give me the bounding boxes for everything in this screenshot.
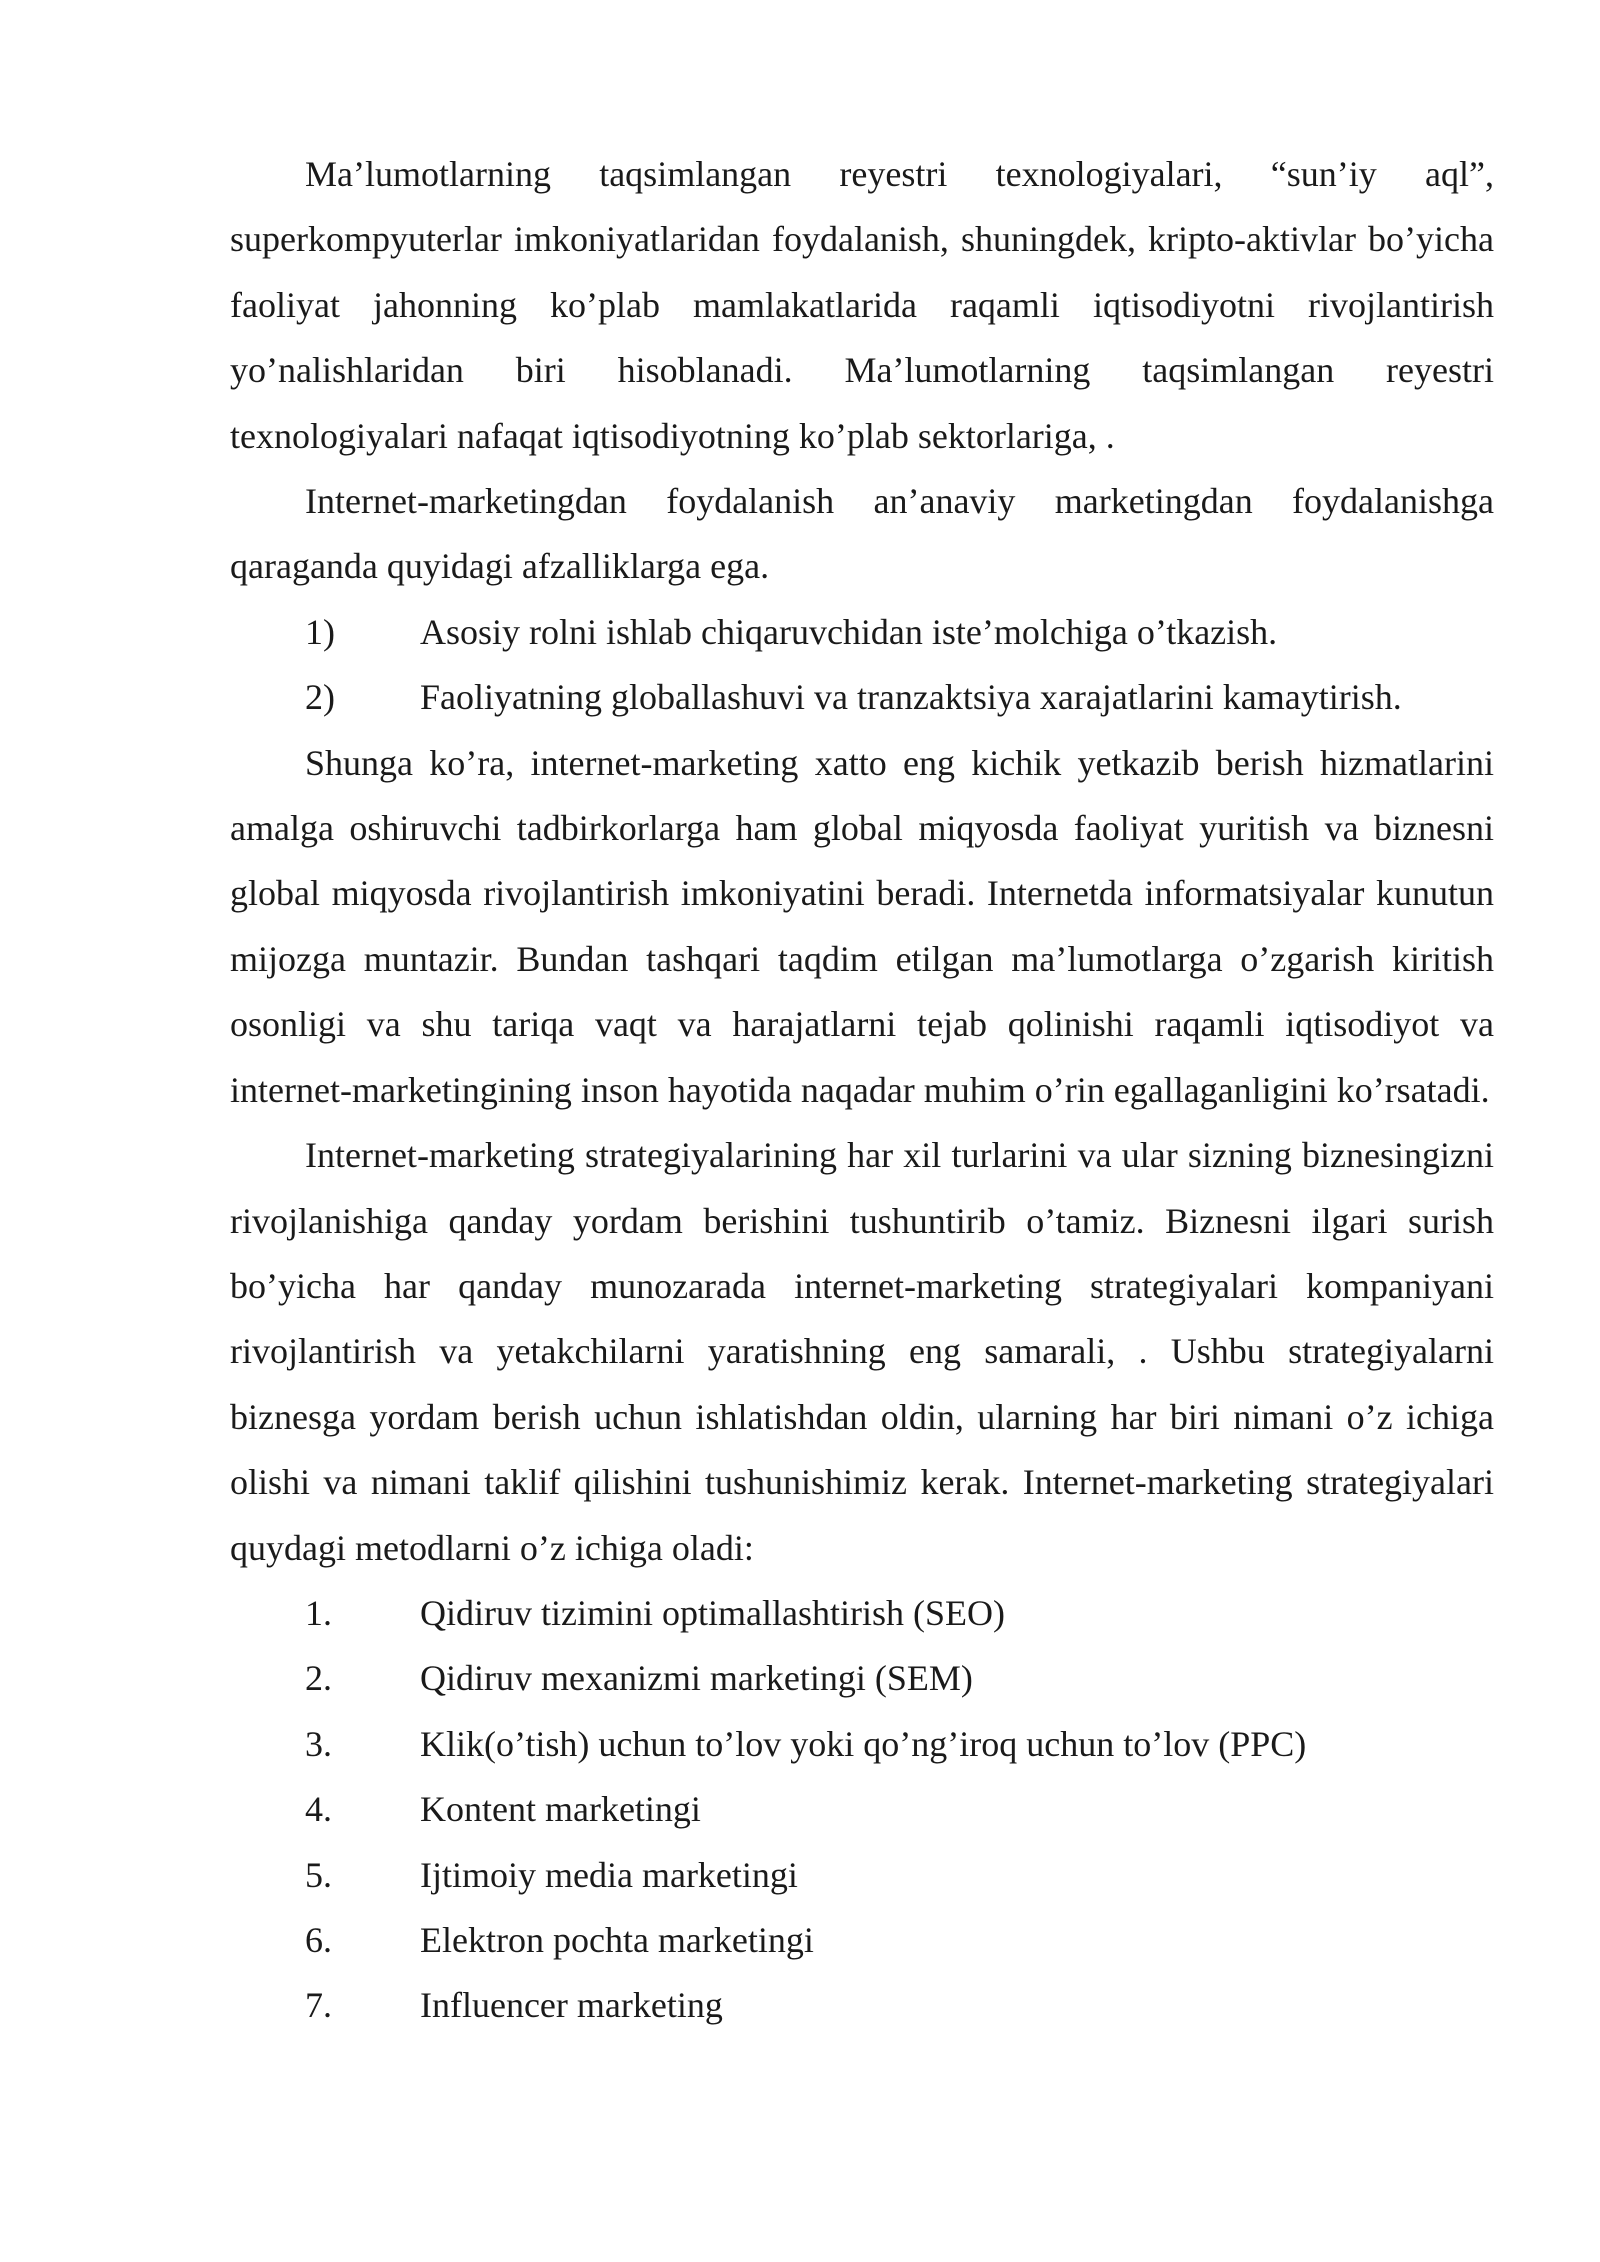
list-item-text: Klik(o’tish) uchun to’lov yoki qo’ng’iroq uchun to’lov (PPC) [420, 1723, 1307, 1764]
list-item-text: Asosiy rolni ishlab chiqaruvchidan iste’molchiga o’tkazish. [420, 611, 1278, 652]
list-item-text: Influencer marketing [420, 1985, 723, 2026]
list-item [230, 665, 1494, 730]
list-item [230, 600, 1494, 665]
document-page [230, 142, 1494, 2039]
list-item-text: Qidiruv mexanizmi marketingi (SEM) [420, 1658, 973, 1699]
list-item [230, 1646, 1494, 1711]
list-marker: 3. [305, 1723, 332, 1764]
list-item-text: Ijtimoiy media marketingi [420, 1854, 798, 1895]
paragraph-global-opportunity: Shunga ko’ra, internet-marketing xatto eng kichik yetkazib berish hizmatlarini amalga oshiruvchi tadbirkorlarga ham global miqyosda faoliyat yuritish va biznesni global miqyosda rivojlantirish imkoniyatini beradi. Internetda informatsiyalar kunutun mijozga muntazir. Bundan tashqari taqdim etilgan ma’lumotlarga o’zgarish kiritish osonligi va shu tariqa vaqt va harajatlarni tejab qolinishi raqamli iqtisodiyot va internet-marketingining inson hayotida naqadar muhim o’rin egallaganligini ko’rsatadi. [230, 742, 1494, 1110]
list-item-text: Elektron pochta marketingi [420, 1919, 814, 1960]
paragraph-strategies-intro: Internet-marketing strategiyalarining har xil turlarini va ular sizning biznesingizni rivojlanishiga qanday yordam berishini tushuntirib o’tamiz. Biznesni ilgari surish bo’yicha har qanday munozarada internet-marketing strategiyalari kompaniyani rivojlantirish va yetakchilarni yaratishning eng samarali, . Ushbu strategiyalarni biznesga yordam berish uchun ishlatishdan oldin, ularning har biri nimani o’z ichiga olishi va nimani taklif qilishini tushunishimiz kerak. Internet-marketing strategiyalari quydagi metodlarni o’z ichiga oladi: [230, 1135, 1494, 1568]
list-marker: 6. [305, 1919, 332, 1960]
list-marker: 1. [305, 1592, 332, 1633]
list-marker: 7. [305, 1985, 332, 2026]
list-item [230, 1908, 1494, 1973]
paragraph-internet-marketing-advantages: Internet-marketingdan foydalanish an’anaviy marketingdan foydalanishga qaraganda quyidagi afzalliklarga ega. [230, 481, 1494, 587]
list-item-text: Faoliyatning globallashuvi va tranzaktsiya xarajatlarini kamaytirish. [420, 677, 1402, 718]
list-marker: 4. [305, 1789, 332, 1830]
list-item [230, 1973, 1494, 2038]
list-marker: 1) [305, 611, 335, 652]
advantages-list [230, 600, 1494, 731]
paragraph-distributed-ledger: Ma’lumotlarning taqsimlangan reyestri texnologiyalari, “sun’iy aql”, superkompyuterlar imkoniyatlaridan foydalanish, shuningdek, kripto-aktivlar bo’yicha faoliyat jahonning ko’plab mamlakatlarida raqamli iqtisodiyotni rivojlantirish yo’nalishlaridan biri hisoblanadi. Ma’lumotlarning taqsimlangan reyestri texnologiyalari nafaqat iqtisodiyotning ko’plab sektorlariga, . [230, 154, 1494, 456]
list-marker: 5. [305, 1854, 332, 1895]
list-item [230, 1777, 1494, 1842]
list-item [230, 1843, 1494, 1908]
list-item [230, 1712, 1494, 1777]
list-marker: 2) [305, 677, 335, 718]
methods-list [230, 1581, 1494, 2039]
list-item-text: Qidiruv tizimini optimallashtirish (SEO) [420, 1592, 1005, 1633]
list-item [230, 1581, 1494, 1646]
list-marker: 2. [305, 1658, 332, 1699]
list-item-text: Kontent marketingi [420, 1789, 701, 1830]
